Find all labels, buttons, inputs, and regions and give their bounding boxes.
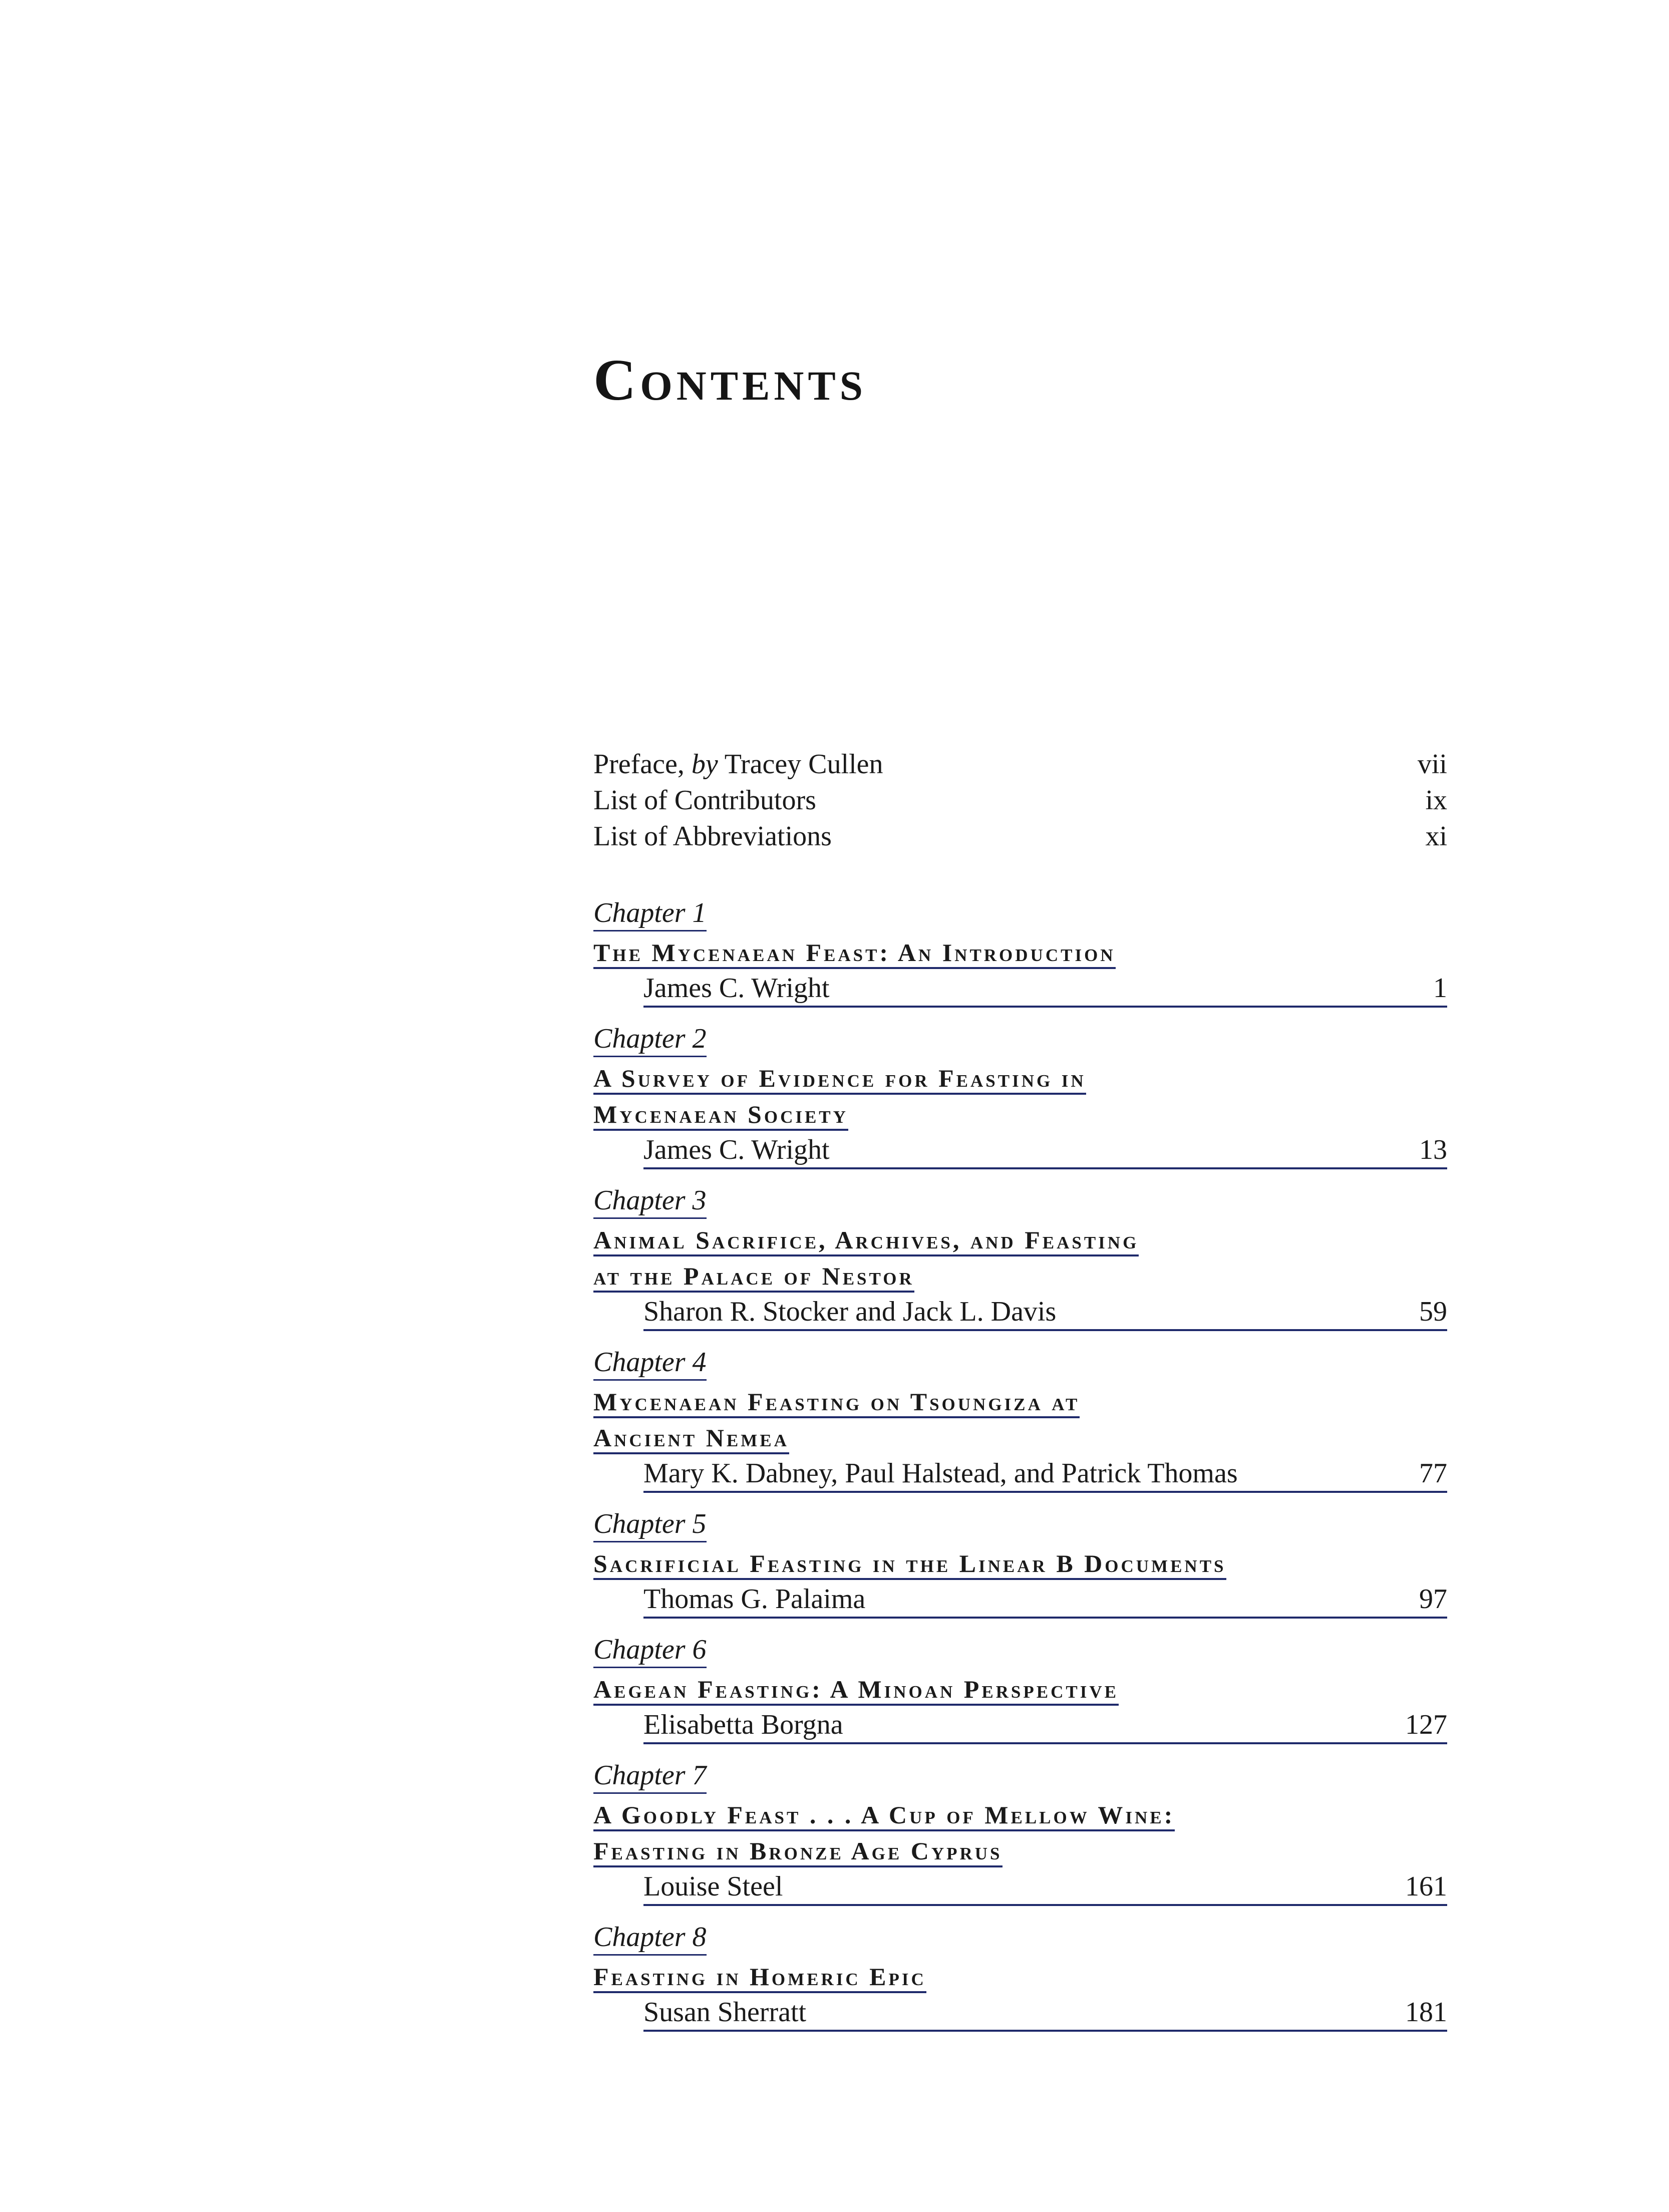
chapter-title-line: Mycenaean Feasting on Tsoungiza at <box>593 1384 1447 1420</box>
chapter-entry-3 <box>593 1184 1447 1331</box>
chapter-page-number: 161 <box>1405 1871 1447 1902</box>
chapter-page-number: 59 <box>1419 1296 1447 1327</box>
chapter-entry-6 <box>593 1634 1447 1744</box>
chapter-title-line: Ancient Nemea <box>593 1420 1447 1456</box>
chapter-author-link[interactable] <box>643 971 1447 1008</box>
chapter-page-number: 97 <box>1419 1584 1447 1615</box>
front-matter-label: List of Abbreviations <box>593 821 832 852</box>
front-matter-label: Preface, by Tracey Cullen <box>593 749 883 780</box>
chapter-authors: Elisabetta Borgna <box>643 1709 843 1740</box>
table-of-contents <box>593 746 1447 2047</box>
chapter-title-line: Feasting in Bronze Age Cyprus <box>593 1833 1447 1869</box>
chapter-label-link[interactable]: Chapter 6 <box>593 1634 707 1668</box>
chapter-title-line: A Survey of Evidence for Feasting in <box>593 1060 1447 1096</box>
chapter-entry-5 <box>593 1508 1447 1619</box>
chapter-page-number: 181 <box>1405 1997 1447 2028</box>
front-matter-label: List of Contributors <box>593 785 816 816</box>
chapter-authors: Mary K. Dabney, Paul Halstead, and Patrick Thomas <box>643 1458 1238 1489</box>
chapter-title-link[interactable] <box>593 1384 1447 1456</box>
chapter-title-line: Feasting in Homeric Epic <box>593 1959 1447 1995</box>
chapter-label-link[interactable]: Chapter 4 <box>593 1346 707 1381</box>
chapter-authors: Sharon R. Stocker and Jack L. Davis <box>643 1296 1057 1327</box>
chapter-title-line: The Mycenaean Feast: An Introduction <box>593 934 1447 971</box>
chapter-title-line: Sacrificial Feasting in the Linear B Documents <box>593 1545 1447 1582</box>
chapter-label-link[interactable]: Chapter 2 <box>593 1023 707 1057</box>
front-matter-list <box>593 746 1447 854</box>
chapter-authors: James C. Wright <box>643 973 830 1004</box>
chapter-title-link[interactable] <box>593 934 1447 971</box>
chapter-title-link[interactable] <box>593 1797 1447 1869</box>
front-matter-page-number: ix <box>1425 785 1447 816</box>
chapter-title-line: A Goodly Feast . . . A Cup of Mellow Wine: <box>593 1797 1447 1833</box>
chapter-title-link[interactable] <box>593 1959 1447 1995</box>
page-title: Contents <box>593 347 867 413</box>
chapter-authors: Susan Sherratt <box>643 1997 807 2028</box>
chapter-author-link[interactable] <box>643 1456 1447 1493</box>
chapter-page-number: 13 <box>1419 1134 1447 1165</box>
chapter-authors: James C. Wright <box>643 1134 830 1165</box>
chapter-authors: Thomas G. Palaima <box>643 1584 866 1615</box>
chapter-title-line: Mycenaean Society <box>593 1096 1447 1132</box>
chapter-entry-7 <box>593 1759 1447 1906</box>
chapter-title-link[interactable] <box>593 1222 1447 1294</box>
chapter-author-link[interactable] <box>643 1582 1447 1619</box>
chapter-title-line: Animal Sacrifice, Archives, and Feasting <box>593 1222 1447 1258</box>
front-matter-abbreviations[interactable] <box>593 818 1447 854</box>
chapter-page-number: 1 <box>1433 973 1447 1004</box>
chapter-page-number: 127 <box>1405 1709 1447 1740</box>
chapter-title-link[interactable] <box>593 1671 1447 1707</box>
chapter-author-link[interactable] <box>643 1869 1447 1906</box>
chapter-title-line: Aegean Feasting: A Minoan Perspective <box>593 1671 1447 1707</box>
chapter-entry-2 <box>593 1023 1447 1169</box>
front-matter-contributors[interactable] <box>593 782 1447 818</box>
chapter-label-link[interactable]: Chapter 5 <box>593 1508 707 1542</box>
chapter-entry-8 <box>593 1921 1447 2032</box>
chapter-author-link[interactable] <box>643 1132 1447 1169</box>
chapter-label-link[interactable]: Chapter 8 <box>593 1921 707 1956</box>
chapter-label-link[interactable]: Chapter 3 <box>593 1184 707 1219</box>
chapter-authors: Louise Steel <box>643 1871 783 1902</box>
chapter-label-link[interactable]: Chapter 7 <box>593 1759 707 1794</box>
chapter-page-number: 77 <box>1419 1458 1447 1489</box>
chapter-label-link[interactable]: Chapter 1 <box>593 897 707 931</box>
chapter-entry-1 <box>593 897 1447 1008</box>
front-matter-page-number: xi <box>1425 821 1447 852</box>
chapter-title-link[interactable] <box>593 1545 1447 1582</box>
front-matter-page-number: vii <box>1417 749 1447 780</box>
chapter-author-link[interactable] <box>643 1294 1447 1331</box>
chapter-entry-4 <box>593 1346 1447 1493</box>
chapter-author-link[interactable] <box>643 1707 1447 1744</box>
front-matter-preface[interactable] <box>593 746 1447 782</box>
chapter-title-link[interactable] <box>593 1060 1447 1132</box>
chapter-author-link[interactable] <box>643 1995 1447 2032</box>
chapter-title-line: at the Palace of Nestor <box>593 1258 1447 1294</box>
